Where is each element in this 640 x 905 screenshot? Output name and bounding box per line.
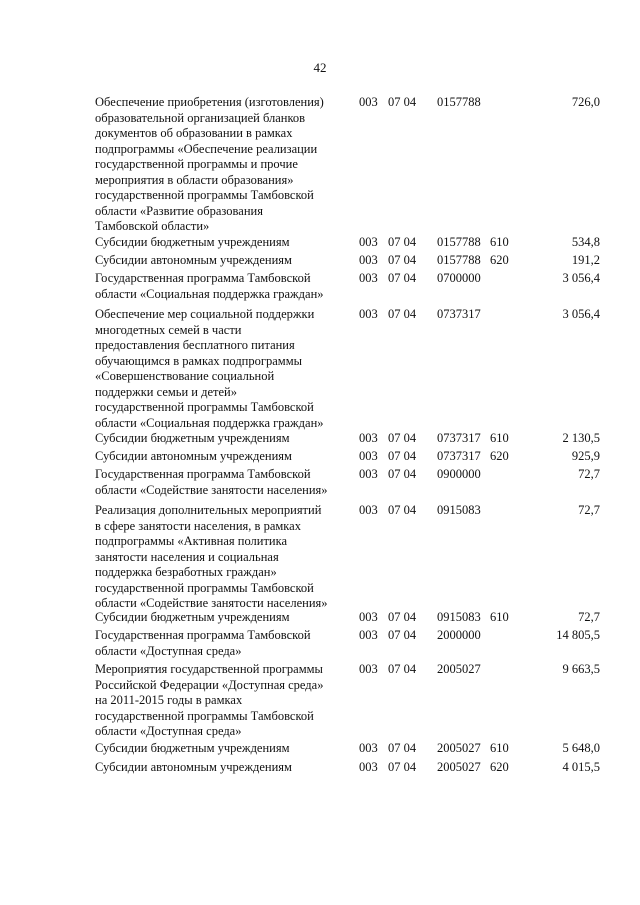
section-code: 07 04 — [388, 235, 417, 249]
expense-name: Субсидии бюджетным учреждениям — [95, 741, 290, 755]
target-code: 0900000 — [437, 467, 481, 481]
target-code: 0915083 — [437, 503, 481, 517]
amount: 925,9 — [571, 449, 600, 463]
expense-name: Субсидии бюджетным учреждениям — [95, 431, 290, 445]
expense-type-code: 620 — [490, 449, 509, 463]
amount: 5 648,0 — [562, 741, 600, 755]
amount: 726,0 — [571, 95, 600, 109]
amount: 14 805,5 — [556, 628, 600, 642]
section-code: 07 04 — [388, 467, 417, 481]
expense-type-code: 620 — [490, 760, 509, 774]
amount: 534,8 — [571, 235, 600, 249]
section-code: 07 04 — [388, 628, 417, 642]
expense-name: Обеспечение мер социальной поддержки многодетных семей в части предоставления бесплатного питания обучающимся в рамках подпрограммы «Совершенствование социальной поддержки семьи и детей» государственной программы Тамбовской области «Социальная поддержка граждан» — [95, 307, 324, 430]
ministry-code: 003 — [359, 741, 378, 755]
ministry-code: 003 — [359, 610, 378, 624]
ministry-code: 003 — [359, 271, 378, 285]
expense-name: Государственная программа Тамбовской области «Содействие занятости населения» — [95, 467, 328, 497]
section-code: 07 04 — [388, 662, 417, 676]
expense-name: Субсидии автономным учреждениям — [95, 449, 292, 463]
target-code: 0157788 — [437, 235, 481, 249]
section-code: 07 04 — [388, 253, 417, 267]
target-code: 0157788 — [437, 253, 481, 267]
section-code: 07 04 — [388, 271, 417, 285]
target-code: 0737317 — [437, 307, 481, 321]
amount: 2 130,5 — [562, 431, 600, 445]
expense-type-code: 620 — [490, 253, 509, 267]
ministry-code: 003 — [359, 449, 378, 463]
amount: 72,7 — [578, 467, 600, 481]
section-code: 07 04 — [388, 503, 417, 517]
section-code: 07 04 — [388, 307, 417, 321]
section-code: 07 04 — [388, 95, 417, 109]
section-code: 07 04 — [388, 449, 417, 463]
amount: 3 056,4 — [562, 271, 600, 285]
section-code: 07 04 — [388, 610, 417, 624]
page-number: 42 — [313, 60, 327, 75]
amount: 72,7 — [578, 610, 600, 624]
target-code: 2005027 — [437, 760, 481, 774]
target-code: 2000000 — [437, 628, 481, 642]
ministry-code: 003 — [359, 662, 378, 676]
expense-type-code: 610 — [490, 235, 509, 249]
expense-name: Государственная программа Тамбовской области «Доступная среда» — [95, 628, 311, 658]
ministry-code: 003 — [359, 253, 378, 267]
section-code: 07 04 — [388, 431, 417, 445]
target-code: 2005027 — [437, 662, 481, 676]
ministry-code: 003 — [359, 307, 378, 321]
expense-name: Обеспечение приобретения (изготовления) образовательной организацией бланков документов об образовании в рамках подпрограммы «Обеспечение реализации государственной программы и прочие мероприятия в области образования» государственной программы Тамбовской области «Развитие образования Тамбовской области» — [95, 95, 324, 233]
ministry-code: 003 — [359, 467, 378, 481]
ministry-code: 003 — [359, 503, 378, 517]
ministry-code: 003 — [359, 628, 378, 642]
section-code: 07 04 — [388, 760, 417, 774]
expense-name: Субсидии бюджетным учреждениям — [95, 235, 290, 249]
target-code: 0157788 — [437, 95, 481, 109]
section-code: 07 04 — [388, 741, 417, 755]
expense-name: Субсидии автономным учреждениям — [95, 760, 292, 774]
ministry-code: 003 — [359, 95, 378, 109]
expense-type-code: 610 — [490, 741, 509, 755]
expense-name: Субсидии автономным учреждениям — [95, 253, 292, 267]
ministry-code: 003 — [359, 431, 378, 445]
amount: 9 663,5 — [562, 662, 600, 676]
target-code: 0700000 — [437, 271, 481, 285]
expense-name: Реализация дополнительных мероприятий в сфере занятости населения, в рамках подпрограммы «Активная политика занятости населения и социальная поддержка безработных граждан» государственной программы Тамбовской области «Содействие занятости населения» — [95, 503, 328, 610]
amount: 72,7 — [578, 503, 600, 517]
amount: 3 056,4 — [562, 307, 600, 321]
expense-type-code: 610 — [490, 610, 509, 624]
expense-name: Государственная программа Тамбовской области «Социальная поддержка граждан» — [95, 271, 324, 301]
target-code: 2005027 — [437, 741, 481, 755]
target-code: 0737317 — [437, 449, 481, 463]
expense-type-code: 610 — [490, 431, 509, 445]
ministry-code: 003 — [359, 235, 378, 249]
amount: 4 015,5 — [562, 760, 600, 774]
target-code: 0737317 — [437, 431, 481, 445]
amount: 191,2 — [571, 253, 600, 267]
expense-name: Мероприятия государственной программы Российской Федерации «Доступная среда» на 2011-2015 годы в рамках государственной программы Тамбовской области «Доступная среда» — [95, 662, 324, 738]
ministry-code: 003 — [359, 760, 378, 774]
expense-name: Субсидии бюджетным учреждениям — [95, 610, 290, 624]
target-code: 0915083 — [437, 610, 481, 624]
